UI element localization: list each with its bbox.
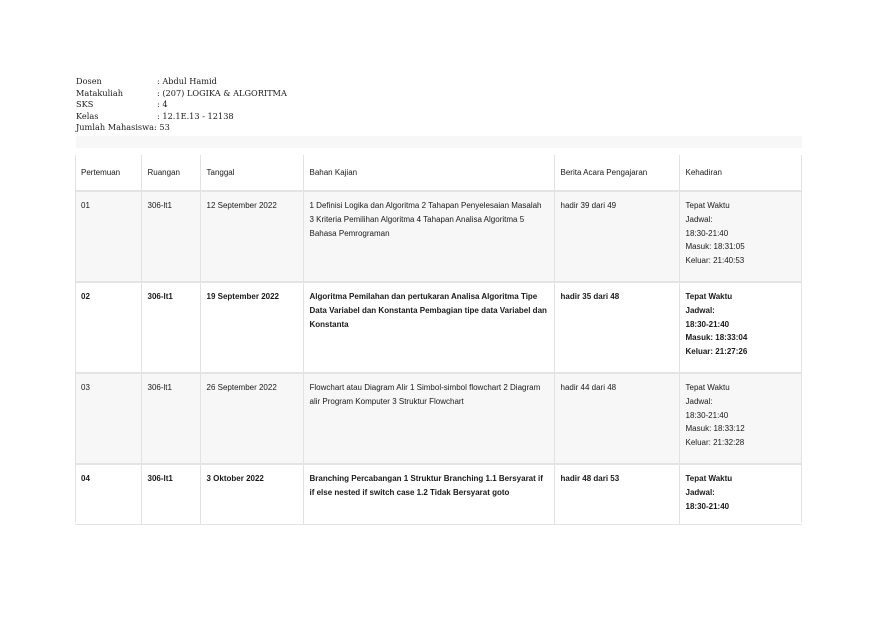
kehadiran-jadwal-label: Jadwal: bbox=[685, 305, 715, 315]
kehadiran-keluar: Keluar: 21:40:53 bbox=[685, 256, 745, 266]
header-band bbox=[76, 136, 802, 148]
header-ruangan: Ruangan bbox=[141, 155, 200, 191]
cell-bahan-kajian: 1 Definisi Logika dan Algoritma 2 Tahapan Penyelesaian Masalah 3 Kriteria Pemilihan Algoritma 4 Tahapan Analisa Algoritma 5 Bahasa Pemrograman bbox=[303, 191, 554, 282]
cell-kehadiran bbox=[679, 282, 802, 373]
cell-berita-acara: hadir 44 dari 48 bbox=[554, 373, 679, 464]
kehadiran-status: Tepat Waktu bbox=[685, 383, 730, 392]
kehadiran-jadwal: 18:30-21:40 bbox=[685, 410, 729, 420]
cell-tanggal: 19 September 2022 bbox=[200, 282, 303, 373]
info-label: Jumlah Mahasiswa bbox=[76, 122, 155, 133]
kehadiran-jadwal: 18:30-21:40 bbox=[685, 228, 729, 238]
cell-kehadiran bbox=[679, 464, 802, 525]
cell-berita-acara: hadir 39 dari 49 bbox=[554, 191, 679, 282]
header-kehadiran: Kehadiran bbox=[679, 155, 802, 191]
kehadiran-status: Tepat Waktu bbox=[685, 474, 733, 483]
cell-berita-acara: hadir 48 dari 53 bbox=[554, 464, 679, 525]
info-value: : 53 bbox=[154, 122, 170, 133]
header-pertemuan: Pertemuan bbox=[75, 155, 141, 191]
kehadiran-keluar: Keluar: 21:27:26 bbox=[685, 347, 748, 357]
kehadiran-masuk: Masuk: 18:33:04 bbox=[685, 333, 748, 343]
info-label: Dosen bbox=[76, 76, 102, 86]
cell-tanggal: 3 Oktober 2022 bbox=[200, 464, 303, 525]
info-value: : Abdul Hamid bbox=[157, 76, 217, 86]
cell-ruangan: 306-lt1 bbox=[141, 191, 200, 282]
info-value: : 12.1E.13 - 12138 bbox=[157, 110, 234, 121]
cell-pertemuan: 04 bbox=[75, 464, 141, 525]
cell-bahan-kajian: Flowchart atau Diagram Alir 1 Simbol-simbol flowchart 2 Diagram alir Program Komputer 3 Struktur Flowchart bbox=[303, 373, 554, 464]
info-value: : (207) LOGIKA & ALGORITMA bbox=[157, 87, 287, 98]
cell-ruangan: 306-lt1 bbox=[141, 282, 200, 373]
info-row-jumlah-mahasiswa bbox=[76, 122, 287, 134]
kehadiran-jadwal-label: Jadwal: bbox=[685, 214, 713, 224]
kehadiran-jadwal: 18:30-21:40 bbox=[685, 501, 730, 511]
header-berita-acara: Berita Acara Pengajaran bbox=[554, 155, 679, 191]
info-label: Kelas bbox=[76, 110, 99, 121]
info-value: : 4 bbox=[157, 99, 168, 110]
info-label: SKS bbox=[76, 99, 94, 110]
kehadiran-jadwal-label: Jadwal: bbox=[685, 396, 713, 406]
kehadiran-masuk: Masuk: 18:31:05 bbox=[685, 242, 745, 252]
cell-ruangan: 306-lt1 bbox=[141, 373, 200, 464]
cell-pertemuan: 02 bbox=[75, 282, 141, 373]
course-info bbox=[76, 76, 287, 134]
info-row-sks bbox=[76, 99, 287, 111]
kehadiran-keluar: Keluar: 21:32:28 bbox=[685, 438, 745, 448]
cell-berita-acara: hadir 35 dari 48 bbox=[554, 282, 679, 373]
table-row bbox=[75, 373, 802, 464]
info-row-matakuliah bbox=[76, 88, 287, 100]
cell-pertemuan: 01 bbox=[75, 191, 141, 282]
cell-tanggal: 26 September 2022 bbox=[200, 373, 303, 464]
cell-pertemuan: 03 bbox=[75, 373, 141, 464]
kehadiran-jadwal: 18:30-21:40 bbox=[685, 319, 730, 329]
cell-kehadiran bbox=[679, 373, 802, 464]
header-bahan-kajian: Bahan Kajian bbox=[303, 155, 554, 191]
kehadiran-jadwal-label: Jadwal: bbox=[685, 487, 715, 497]
cell-tanggal: 12 September 2022 bbox=[200, 191, 303, 282]
info-label: Matakuliah bbox=[76, 87, 124, 98]
info-row-dosen bbox=[76, 76, 287, 88]
cell-bahan-kajian: Algoritma Pemilahan dan pertukaran Analisa Algoritma Tipe Data Variabel dan Konstanta Pembagian tipe data Variabel dan Konstanta bbox=[303, 282, 554, 373]
table-row bbox=[75, 191, 802, 282]
info-row-kelas bbox=[76, 111, 287, 123]
kehadiran-masuk: Masuk: 18:33:12 bbox=[685, 424, 745, 434]
kehadiran-status: Tepat Waktu bbox=[685, 201, 730, 210]
table-row bbox=[75, 464, 802, 525]
cell-ruangan: 306-lt1 bbox=[141, 464, 200, 525]
table-row bbox=[75, 282, 802, 373]
attendance-table bbox=[75, 155, 802, 525]
cell-bahan-kajian: Branching Percabangan 1 Struktur Branching 1.1 Bersyarat if if else nested if switch case 1.2 Tidak Bersyarat goto bbox=[303, 464, 554, 525]
cell-kehadiran bbox=[679, 191, 802, 282]
table-header-row bbox=[75, 155, 802, 191]
kehadiran-status: Tepat Waktu bbox=[685, 292, 733, 301]
header-tanggal: Tanggal bbox=[200, 155, 303, 191]
